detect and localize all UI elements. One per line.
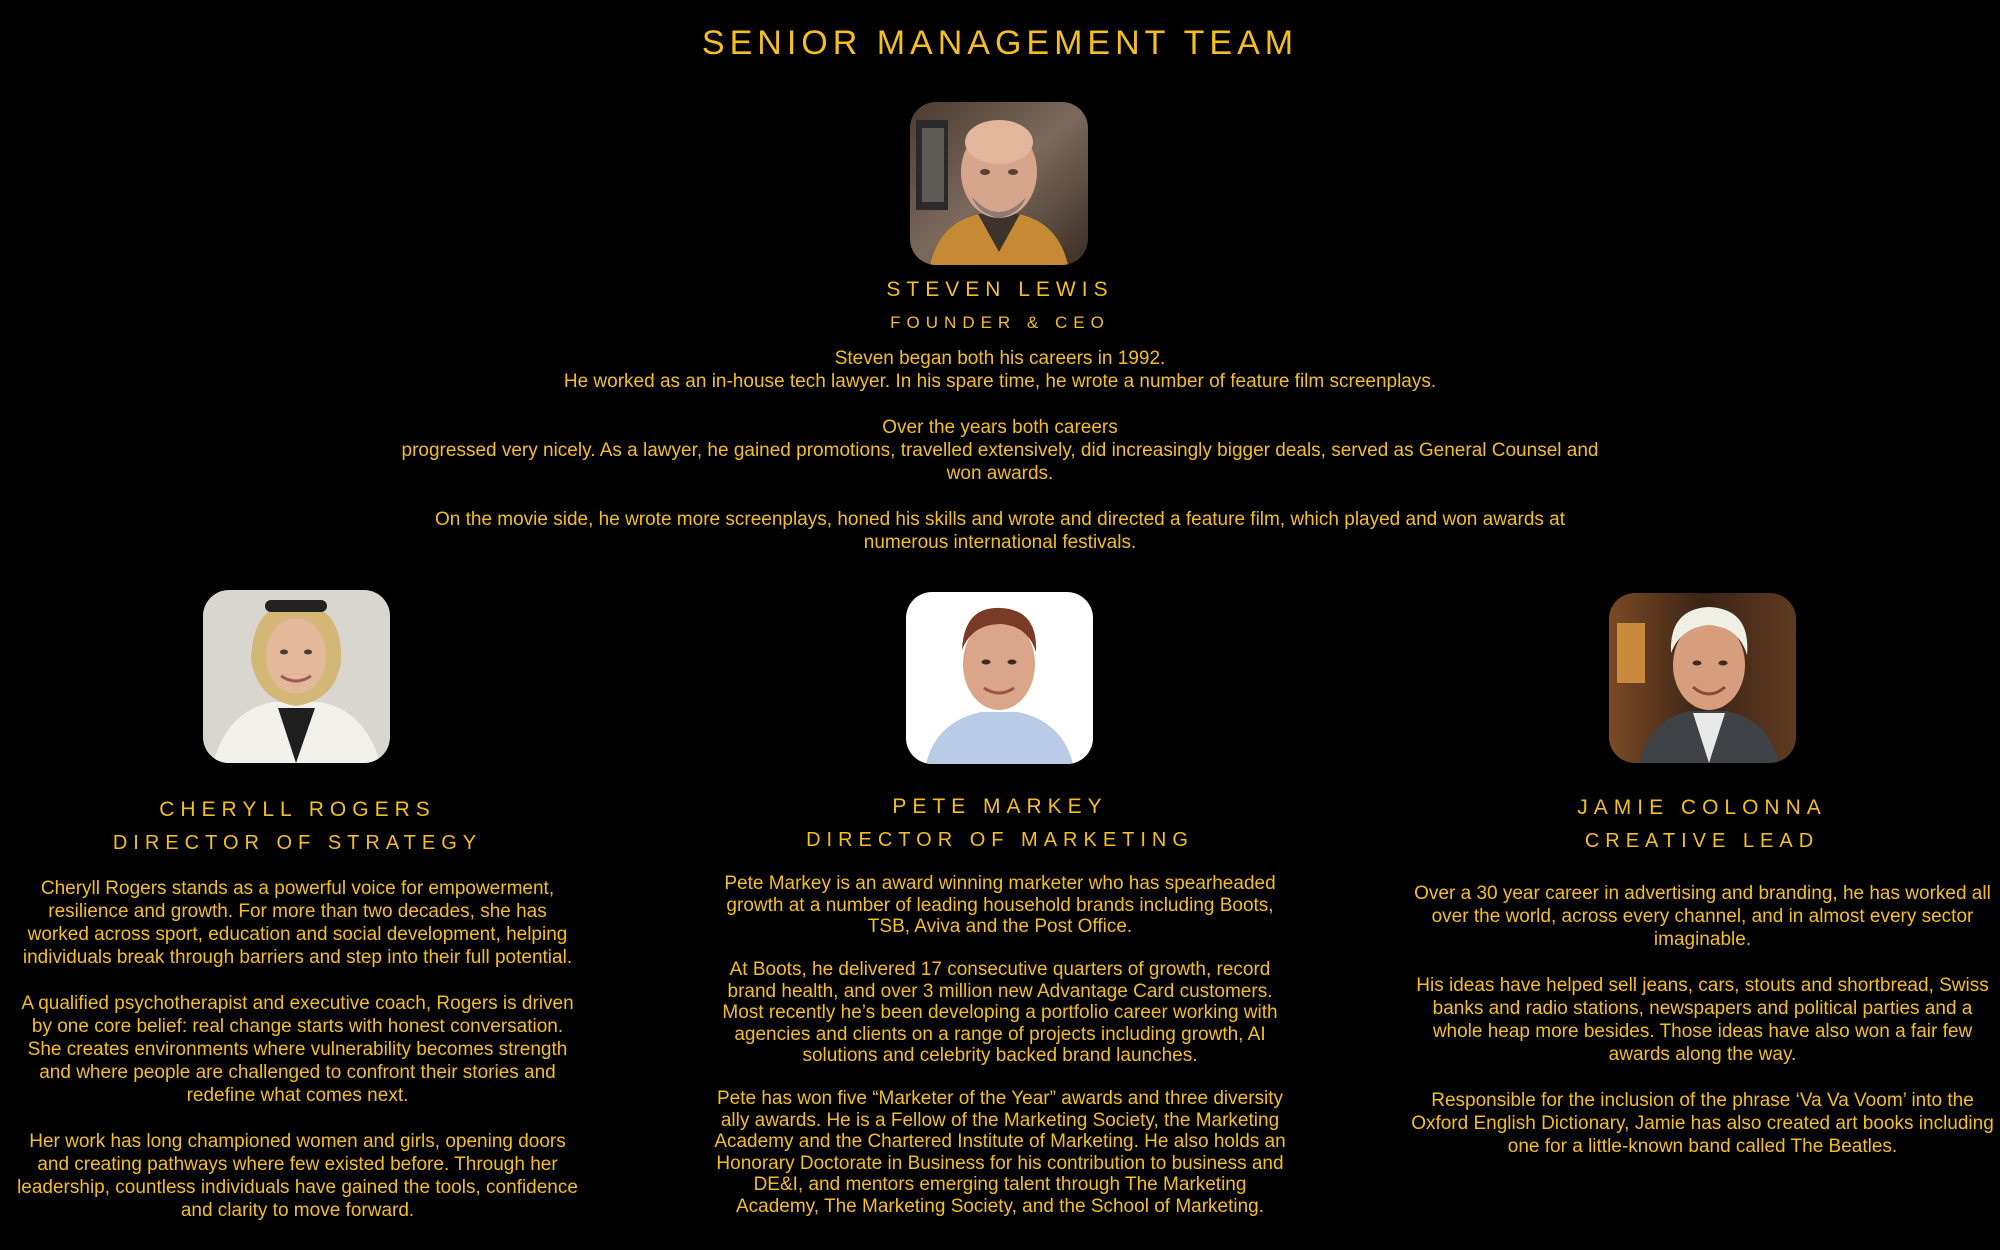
cheryll-rogers-photo — [203, 590, 390, 763]
bio-paragraph: A qualified psychotherapist and executive coach, Rogers is driven by one core belief: real change starts with honest conversation. She creates environments where vulnerability becomes strength and where people are challenged to confront their stories and redefine what comes next. — [21, 993, 574, 1106]
bio-paragraph: His ideas have helped sell jeans, cars, stouts and shortbread, Swiss banks and radio stations, newspapers and political parties and a whole heap more besides. Those ideas have also won a fair few awards along the way. — [1416, 975, 1989, 1065]
steven-lewis-bio — [395, 347, 1605, 554]
portrait-image — [1609, 593, 1796, 763]
pete-markey-photo — [906, 592, 1093, 764]
bio-paragraph: Cheryll Rogers stands as a powerful voice for empowerment, resilience and growth. For more than two decades, she has worked across sport, education and social development, helping individuals break through barriers and step into their full potential. — [22, 878, 573, 968]
cheryll-rogers-name: CHERYLL ROGERS — [159, 798, 436, 821]
bio-paragraph: Pete has won five “Marketer of the Year” awards and three diversity ally awards. He is a Fellow of the Marketing Society, the Marketing Academy and the Chartered Institute of Marketing. He also holds an Honorary Doctorate in Business for his contribution to business and DE&I, and mentors emerging talent through The Marketing Academy, The Marketing Society, and the School of Marketing. — [714, 1088, 1286, 1217]
bio-line: progressed very nicely. As a lawyer, he gained promotions, travelled extensively, did increasingly bigger deals, served as General Counsel and won awards. — [401, 440, 1599, 484]
cheryll-rogers-role: DIRECTOR OF STRATEGY — [112, 832, 483, 854]
page-title: SENIOR MANAGEMENT TEAM — [701, 24, 1299, 62]
portrait-image — [910, 102, 1088, 265]
jamie-colonna-role: CREATIVE LEAD — [1584, 830, 1820, 852]
bio-paragraph: Pete Markey is an award winning marketer who has spearheaded growth at a number of leading household brands including Boots, TSB, Aviva and the Post Office. — [724, 873, 1276, 937]
steven-lewis-photo — [910, 102, 1088, 265]
bio-paragraph: Responsible for the inclusion of the phrase ‘Va Va Voom’ into the Oxford English Dictionary, Jamie has also created art books including one for a little-known band called The Beatles. — [1411, 1090, 1994, 1157]
bio-paragraph: At Boots, he delivered 17 consecutive quarters of growth, record brand health, and over 3 million new Advantage Card customers. Most recently he’s been developing a portfolio career working with agencies and clients on a range of projects including growth, AI solutions and celebrity backed brand launches. — [722, 959, 1278, 1066]
bio-paragraph: Her work has long championed women and girls, opening doors and creating pathways where few existed before. Through her leadership, countless individuals have gained the tools, confidence and clarity to move forward. — [17, 1131, 578, 1221]
bio-line: Steven began both his careers in 1992. — [834, 348, 1166, 369]
jamie-colonna-name: JAMIE COLONNA — [1577, 796, 1827, 819]
bio-line: On the movie side, he wrote more screenplays, honed his skills and wrote and directed a feature film, which played and won awards at numerous international festivals. — [434, 509, 1566, 553]
bio-line: He worked as an in-house tech lawyer. In his spare time, he wrote a number of feature film screenplays. — [563, 371, 1437, 392]
pete-markey-bio — [710, 873, 1290, 1217]
jamie-colonna-photo — [1609, 593, 1796, 763]
portrait-image — [906, 592, 1093, 764]
bio-line: Over the years both careers — [882, 417, 1118, 438]
cheryll-rogers-bio — [15, 877, 580, 1222]
pete-markey-name: PETE MARKEY — [892, 795, 1108, 818]
jamie-colonna-bio — [1410, 882, 1995, 1158]
pete-markey-role: DIRECTOR OF MARKETING — [806, 829, 1194, 851]
bio-paragraph: Over a 30 year career in advertising and branding, he has worked all over the world, across every channel, and in almost every sector imaginable. — [1414, 883, 1991, 950]
steven-lewis-name: STEVEN LEWIS — [886, 278, 1114, 301]
steven-lewis-role: FOUNDER & CEO — [890, 313, 1110, 332]
portrait-image — [203, 590, 390, 763]
